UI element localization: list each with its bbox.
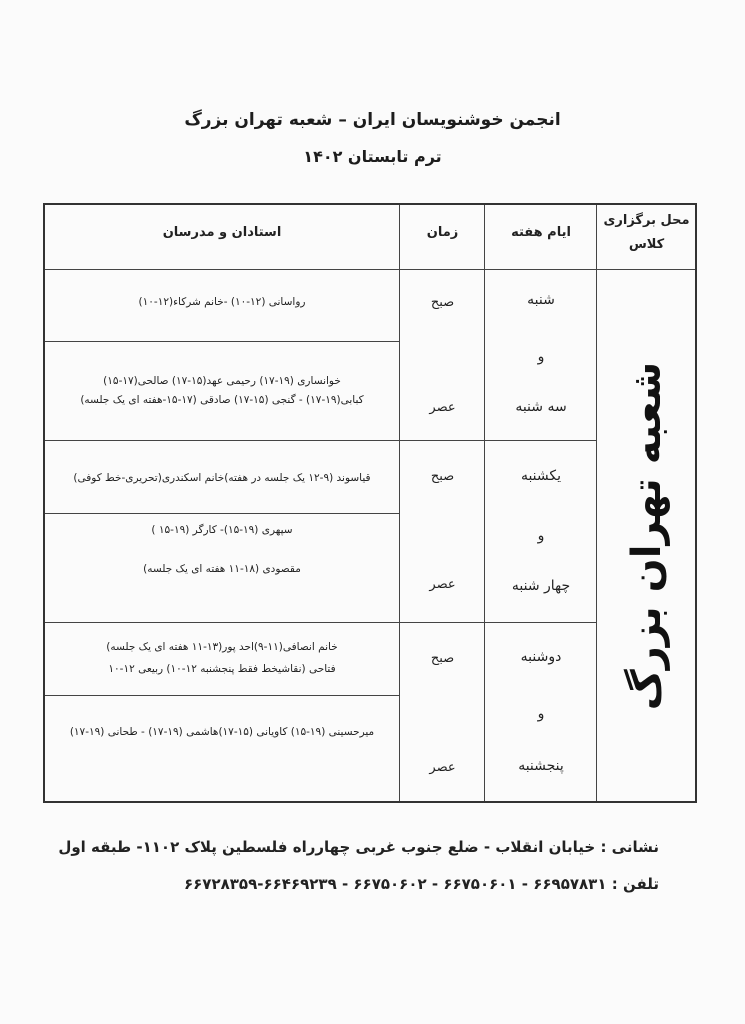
col-divider-time	[399, 205, 400, 801]
group-1-afternoon-teachers-line-2: کبابی(۱۹-۱۷) - گنجی (۱۵-۱۷) صادقی (۱۷-۱۵-هفته ای یک جلسه)	[80, 394, 364, 406]
group-1-day-2: سه شنبه	[515, 399, 567, 415]
group-3-conj: و	[537, 706, 545, 722]
page-subtitle: ترم تابستان ۱۴۰۲	[303, 147, 442, 166]
footer-phone: تلفن : ۶۶۹۵۷۸۳۱ - ۶۶۷۵۰۶۰۱ - ۶۶۷۵۰۶۰۲ - ۶۶۴۶۹۲۳۹-۶۶۷۲۸۳۵۹	[184, 875, 659, 893]
group-2-morning-label: صبح	[430, 469, 455, 484]
header-time: زمان	[426, 225, 459, 240]
group-3-morning-teachers-line-1: خانم انصافی(۱۱-۹)احد پور(۱۳-۱۱ هفته ای یک جلسه)	[106, 641, 338, 653]
group-2-conj: و	[537, 528, 545, 544]
col-divider-days	[484, 205, 485, 801]
group-2-morning-teachers: قیاسوند (۹-۱۲ یک جلسه در هفته)خانم اسکندری(تحریری-خط کوفی)	[73, 472, 371, 484]
footer-address: نشانی : خیابان انقلاب - ضلع جنوب غربی چهارراه فلسطین پلاک ۱۱۰۲- طبقه اول	[58, 838, 659, 856]
header-days: ایام هفته	[511, 225, 571, 240]
group-divider	[45, 440, 596, 441]
teacher-row-divider	[45, 513, 399, 514]
group-2-afternoon-label: عصر	[429, 577, 456, 592]
group-3-day-2: پنجشنبه	[518, 758, 564, 774]
group-1-day-1: شنبه	[527, 292, 555, 308]
header-venue: محل برگزاری کلاس	[603, 213, 690, 252]
group-3-afternoon-teachers: میرحسینی (۱۹-۱۵) کاویانی (۱۵-۱۷)هاشمی (۱۹-۱۷) - طحانی (۱۹-۱۷)	[69, 726, 375, 738]
venue-value: شعبه تهران بزرگ	[624, 361, 670, 711]
group-divider	[45, 622, 596, 623]
group-2-afternoon-teachers-line-2: مقصودی (۱۸-۱۱ هفته ای یک جلسه)	[143, 563, 301, 575]
teacher-row-divider	[45, 341, 399, 342]
group-3-morning-teachers-line-2: فتاحی (نقاشیخط فقط پنجشنبه ۱۲-۱۰) ربیعی ۱۲-۱۰	[108, 663, 336, 675]
group-3-morning-label: صبح	[430, 651, 455, 666]
page-title: انجمن خوشنویسان ایران – شعبه تهران بزرگ	[184, 110, 561, 130]
venue-cell	[598, 271, 696, 801]
group-1-conj: و	[537, 349, 545, 365]
header-teachers: استادان و مدرسان	[162, 225, 282, 240]
teacher-row-divider	[45, 695, 399, 696]
header-divider	[45, 269, 695, 270]
group-1-morning-teachers: رواسانی (۱۲-۱۰) -خانم شرکاء(۱۲-۱۰)	[138, 296, 306, 308]
group-1-morning-label: صبح	[430, 295, 455, 310]
col-divider-venue	[596, 205, 597, 801]
group-3-day-1: دوشنبه	[520, 649, 562, 665]
group-1-afternoon-teachers-line-1: خوانساری (۱۹-۱۷) رحیمی عهد(۱۵-۱۷) صالحی(۱۷-۱۵)	[103, 375, 341, 387]
group-2-afternoon-teachers-line-1: سپهری (۱۹-۱۵)- کارگر (۱۹-۱۵ )	[151, 524, 293, 536]
group-2-day-1: یکشنبه	[520, 468, 562, 484]
group-1-afternoon-label: عصر	[429, 400, 456, 415]
schedule-table	[43, 203, 697, 803]
group-3-afternoon-label: عصر	[429, 760, 456, 775]
group-2-day-2: چهار شنبه	[511, 578, 571, 594]
